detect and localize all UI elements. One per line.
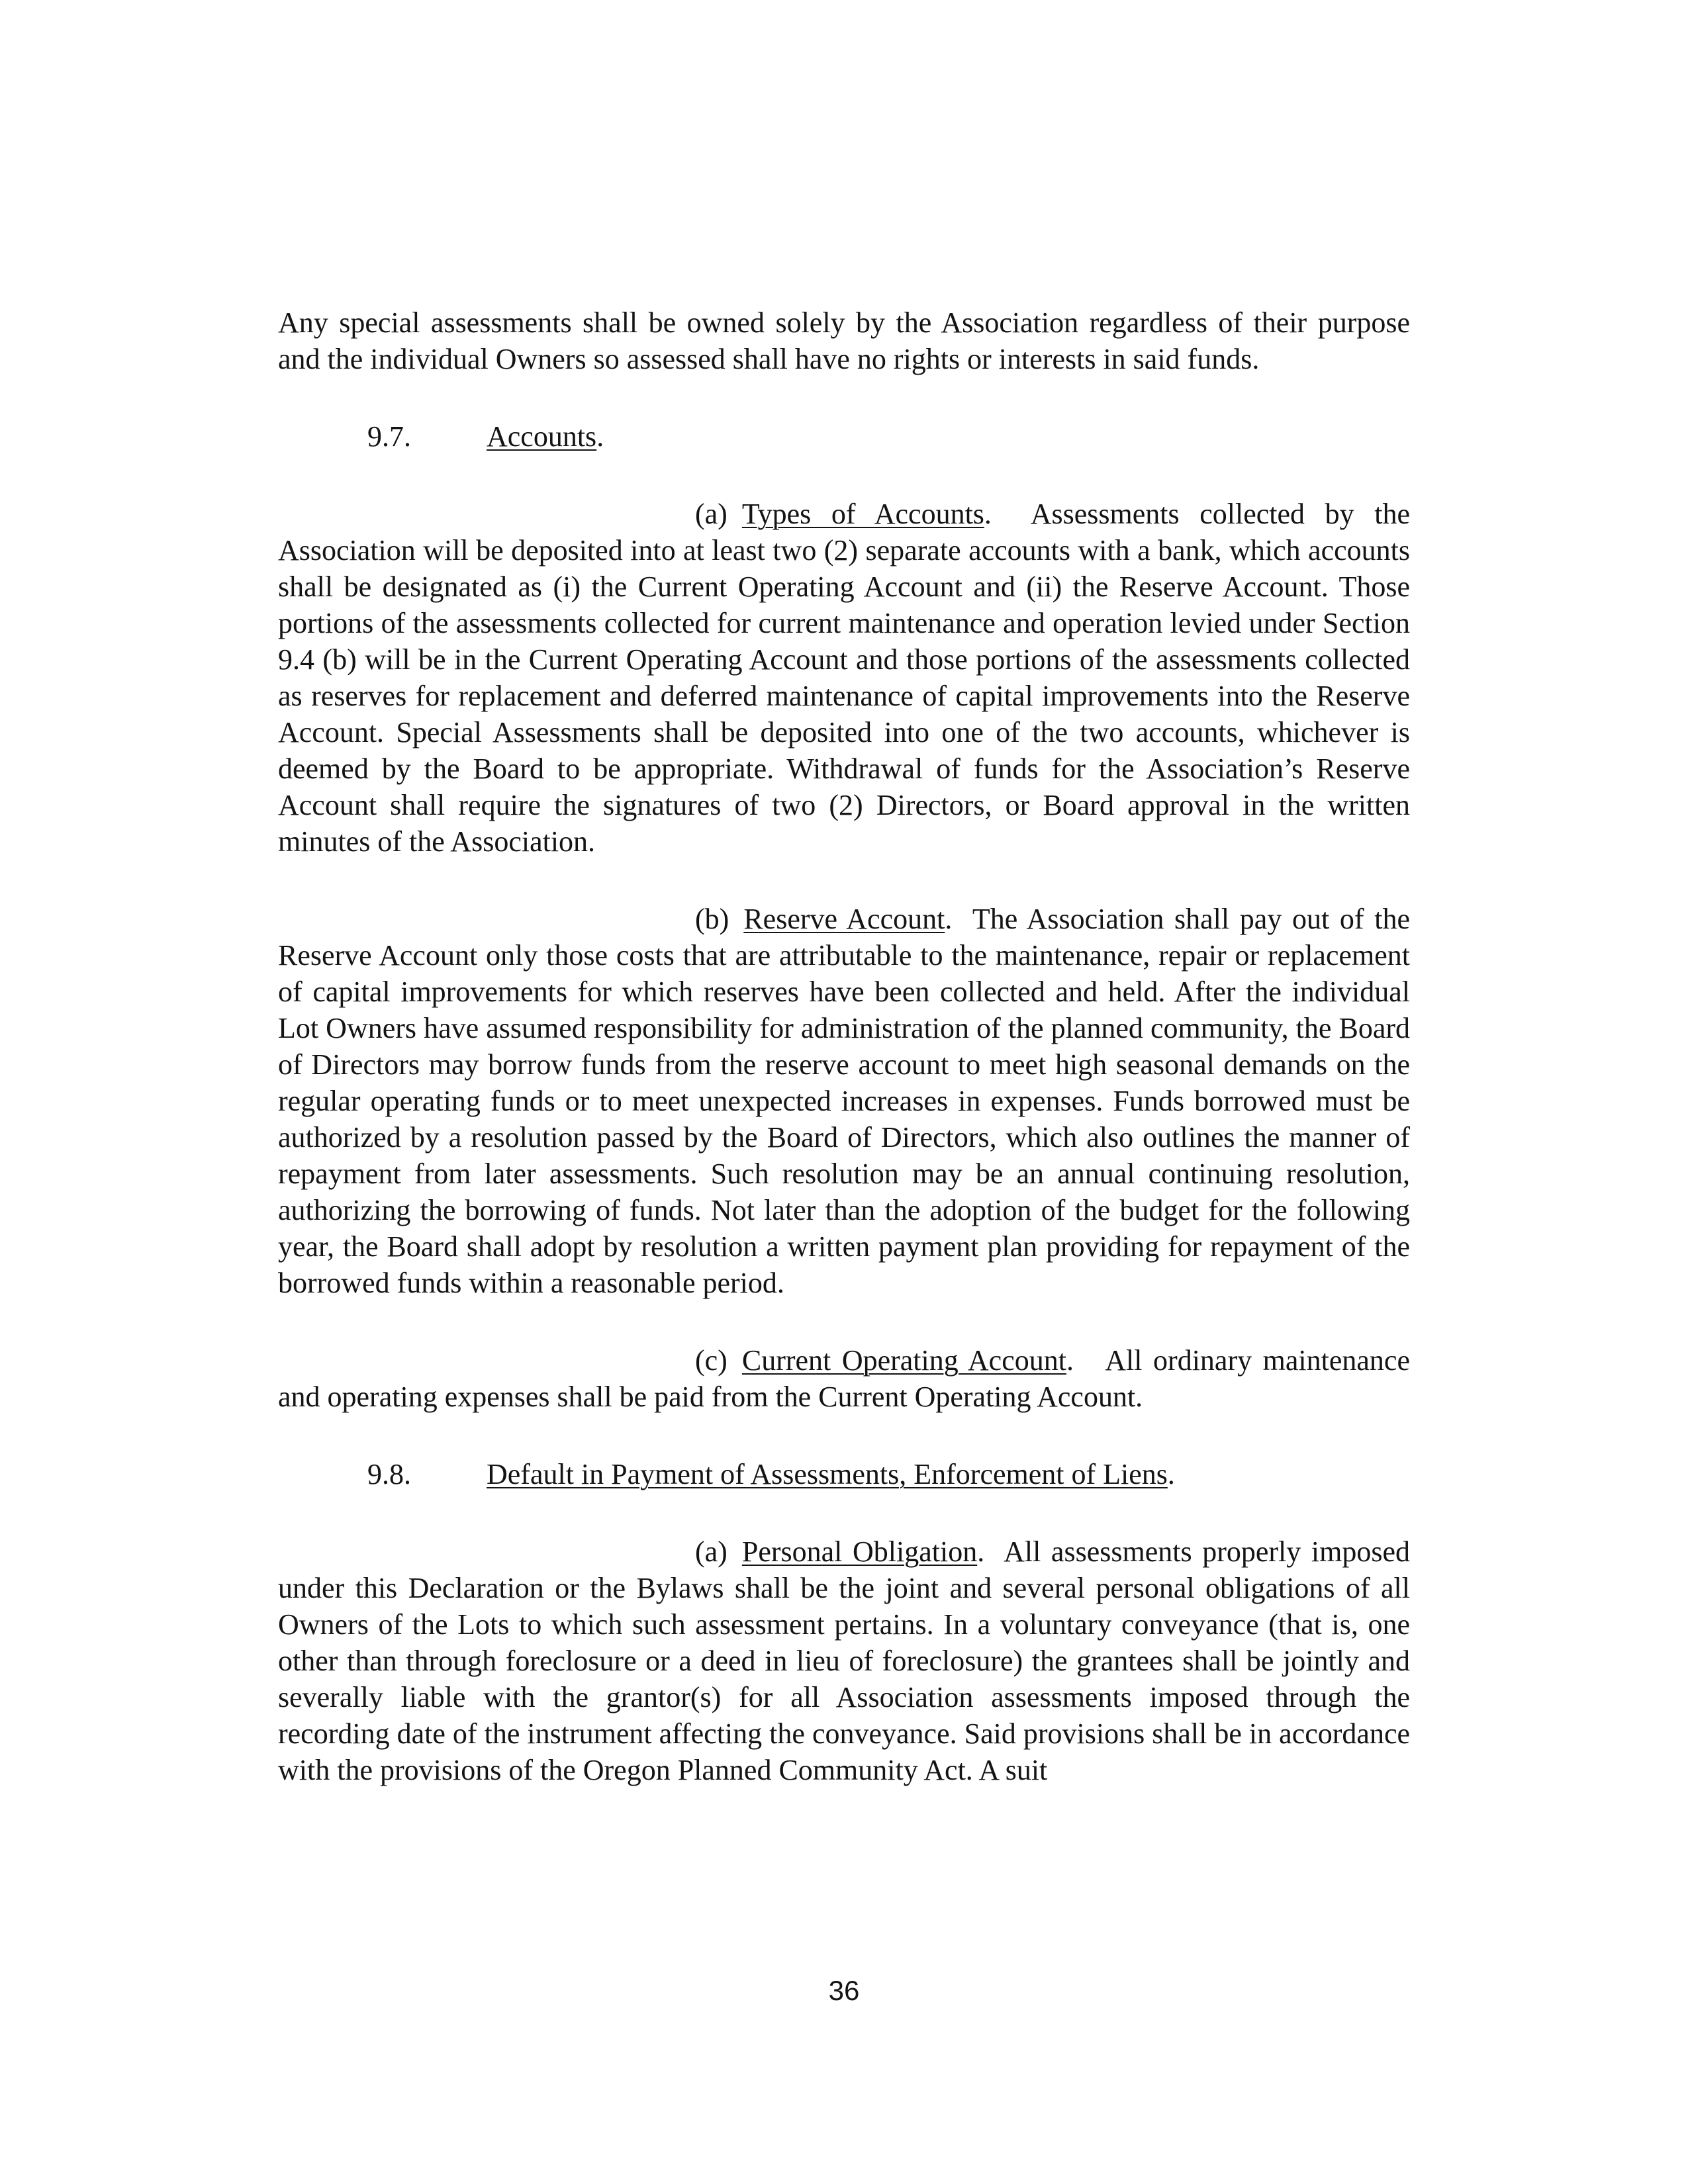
section-9-7-title: Accounts: [487, 420, 597, 453]
section-9-8-a-title: Personal Obligation: [741, 1535, 978, 1568]
section-9-7-b-paragraph: (b) Reserve Account. The Association shall pay out of the Reserve Account only those costs that are attributable to the maintenance, repair or replacement of capital improvements for which reserves have been collected and held. After the individual Lot Owners have assumed responsibility for administration of the planned community, the Board of Directors may borrow funds from the reserve account to meet high seasonal demands on the regular operating funds or to meet unexpected increases in expenses. Funds borrowed must be authorized by a resolution passed by the Board of Directors, which also outlines the manner of repayment from later assessments. Such resolution may be an annual continuing resolution, authorizing the borrowing of funds. Not later than the adoption of the budget for the following year, the Board shall adopt by resolution a written payment plan providing for repayment of the borrowed funds within a reasonable period.: [278, 901, 1410, 1301]
section-9-8-a-text: All assessments properly imposed under this Declaration or the Bylaws shall be the joint and several personal obligations of all Owners of the Lots to which such assessment pertains. In a voluntary conveyance (that is, one other than through foreclosure or a deed in lieu of foreclosure) the grantees shall be jointly and severally liable with the grantor(s) for all Association assessments imposed through the recording date of the instrument affecting the conveyance. Said provisions shall be in accordance with the provisions of the Oregon Planned Community Act. A suit: [278, 1535, 1410, 1786]
section-9-7-heading: 9.7. Accounts.: [278, 418, 1410, 455]
section-9-7-b-text: The Association shall pay out of the Reserve Account only those costs that are attributable to the maintenance, repair or replacement of capital improvements for which reserves have been collected and held. After the individual Lot Owners have assumed responsibility for administration of the planned community, the Board of Directors may borrow funds from the reserve account to meet high seasonal demands on the regular operating funds or to meet unexpected increases in expenses. Funds borrowed must be authorized by a resolution passed by the Board of Directors, which also outlines the manner of repayment from later assessments. Such resolution may be an annual continuing resolution, authorizing the borrowing of funds. Not later than the adoption of the budget for the following year, the Board shall adopt by resolution a written payment plan providing for repayment of the borrowed funds within a reasonable period.: [278, 903, 1410, 1299]
document-page: [278, 304, 1410, 1788]
section-9-7-number: 9.7.: [367, 420, 411, 453]
section-9-7-a-title: Types of Accounts: [741, 498, 984, 530]
section-9-7-a-paragraph: (a) Types of Accounts. Assessments collected by the Association will be deposited into at least two (2) separate accounts with a bank, which accounts shall be designated as (i) the Current Operating Account and (ii) the Reserve Account. Those portions of the assessments collected for current maintenance and operation levied under Section 9.4 (b) will be in the Current Operating Account and those portions of the assessments collected as reserves for replacement and deferred maintenance of capital improvements into the Reserve Account. Special Assessments shall be deposited into one of the two accounts, whichever is deemed by the Board to be appropriate. Withdrawal of funds for the Association’s Reserve Account shall require the signatures of two (2) Directors, or Board approval in the written minutes of the Association.: [278, 496, 1410, 860]
section-9-8-a-paragraph: (a) Personal Obligation. All assessments properly imposed under this Declaration or the Bylaws shall be the joint and several personal obligations of all Owners of the Lots to which such assessment pertains. In a voluntary conveyance (that is, one other than through foreclosure or a deed in lieu of foreclosure) the grantees shall be jointly and severally liable with the grantor(s) for all Association assessments imposed through the recording date of the instrument affecting the conveyance. Said provisions shall be in accordance with the provisions of the Oregon Planned Community Act. A suit: [278, 1533, 1410, 1788]
intro-text: Any special assessments shall be owned solely by the Association regardless of their purpose and the individual Owners so assessed shall have no rights or interests in said funds.: [278, 306, 1410, 375]
section-9-7-c-label: (c): [695, 1344, 727, 1377]
page-number: 36: [828, 1975, 860, 2006]
section-9-7-a-label: (a): [695, 498, 727, 530]
section-9-7-b-label: (b): [695, 903, 729, 935]
section-9-8-number: 9.8.: [367, 1458, 411, 1490]
intro-paragraph: [278, 304, 1410, 377]
section-9-7-a-text: Assessments collected by the Association will be deposited into at least two (2) separate accounts with a bank, which accounts shall be designated as (i) the Current Operating Account and (ii) the Reserve Account. Those portions of the assessments collected for current maintenance and operation levied under Section 9.4 (b) will be in the Current Operating Account and those portions of the assessments collected as reserves for replacement and deferred maintenance of capital improvements into the Reserve Account. Special Assessments shall be deposited into one of the two accounts, whichever is deemed by the Board to be appropriate. Withdrawal of funds for the Association’s Reserve Account shall require the signatures of two (2) Directors, or Board approval in the written minutes of the Association.: [278, 498, 1410, 858]
section-9-8-heading: 9.8. Default in Payment of Assessments, Enforcement of Liens.: [278, 1456, 1410, 1492]
section-9-7-b-title: Reserve Account: [743, 903, 945, 935]
section-9-8-title: Default in Payment of Assessments, Enforcement of Liens: [487, 1458, 1168, 1490]
section-9-8-a-label: (a): [695, 1535, 727, 1568]
section-9-7-c-title: Current Operating Account: [741, 1344, 1066, 1377]
section-9-7-c-text: All ordinary maintenance and operating expenses shall be paid from the Current Operating Account.: [278, 1344, 1410, 1413]
section-9-7-c-paragraph: (c) Current Operating Account. All ordinary maintenance and operating expenses shall be paid from the Current Operating Account.: [278, 1342, 1410, 1415]
